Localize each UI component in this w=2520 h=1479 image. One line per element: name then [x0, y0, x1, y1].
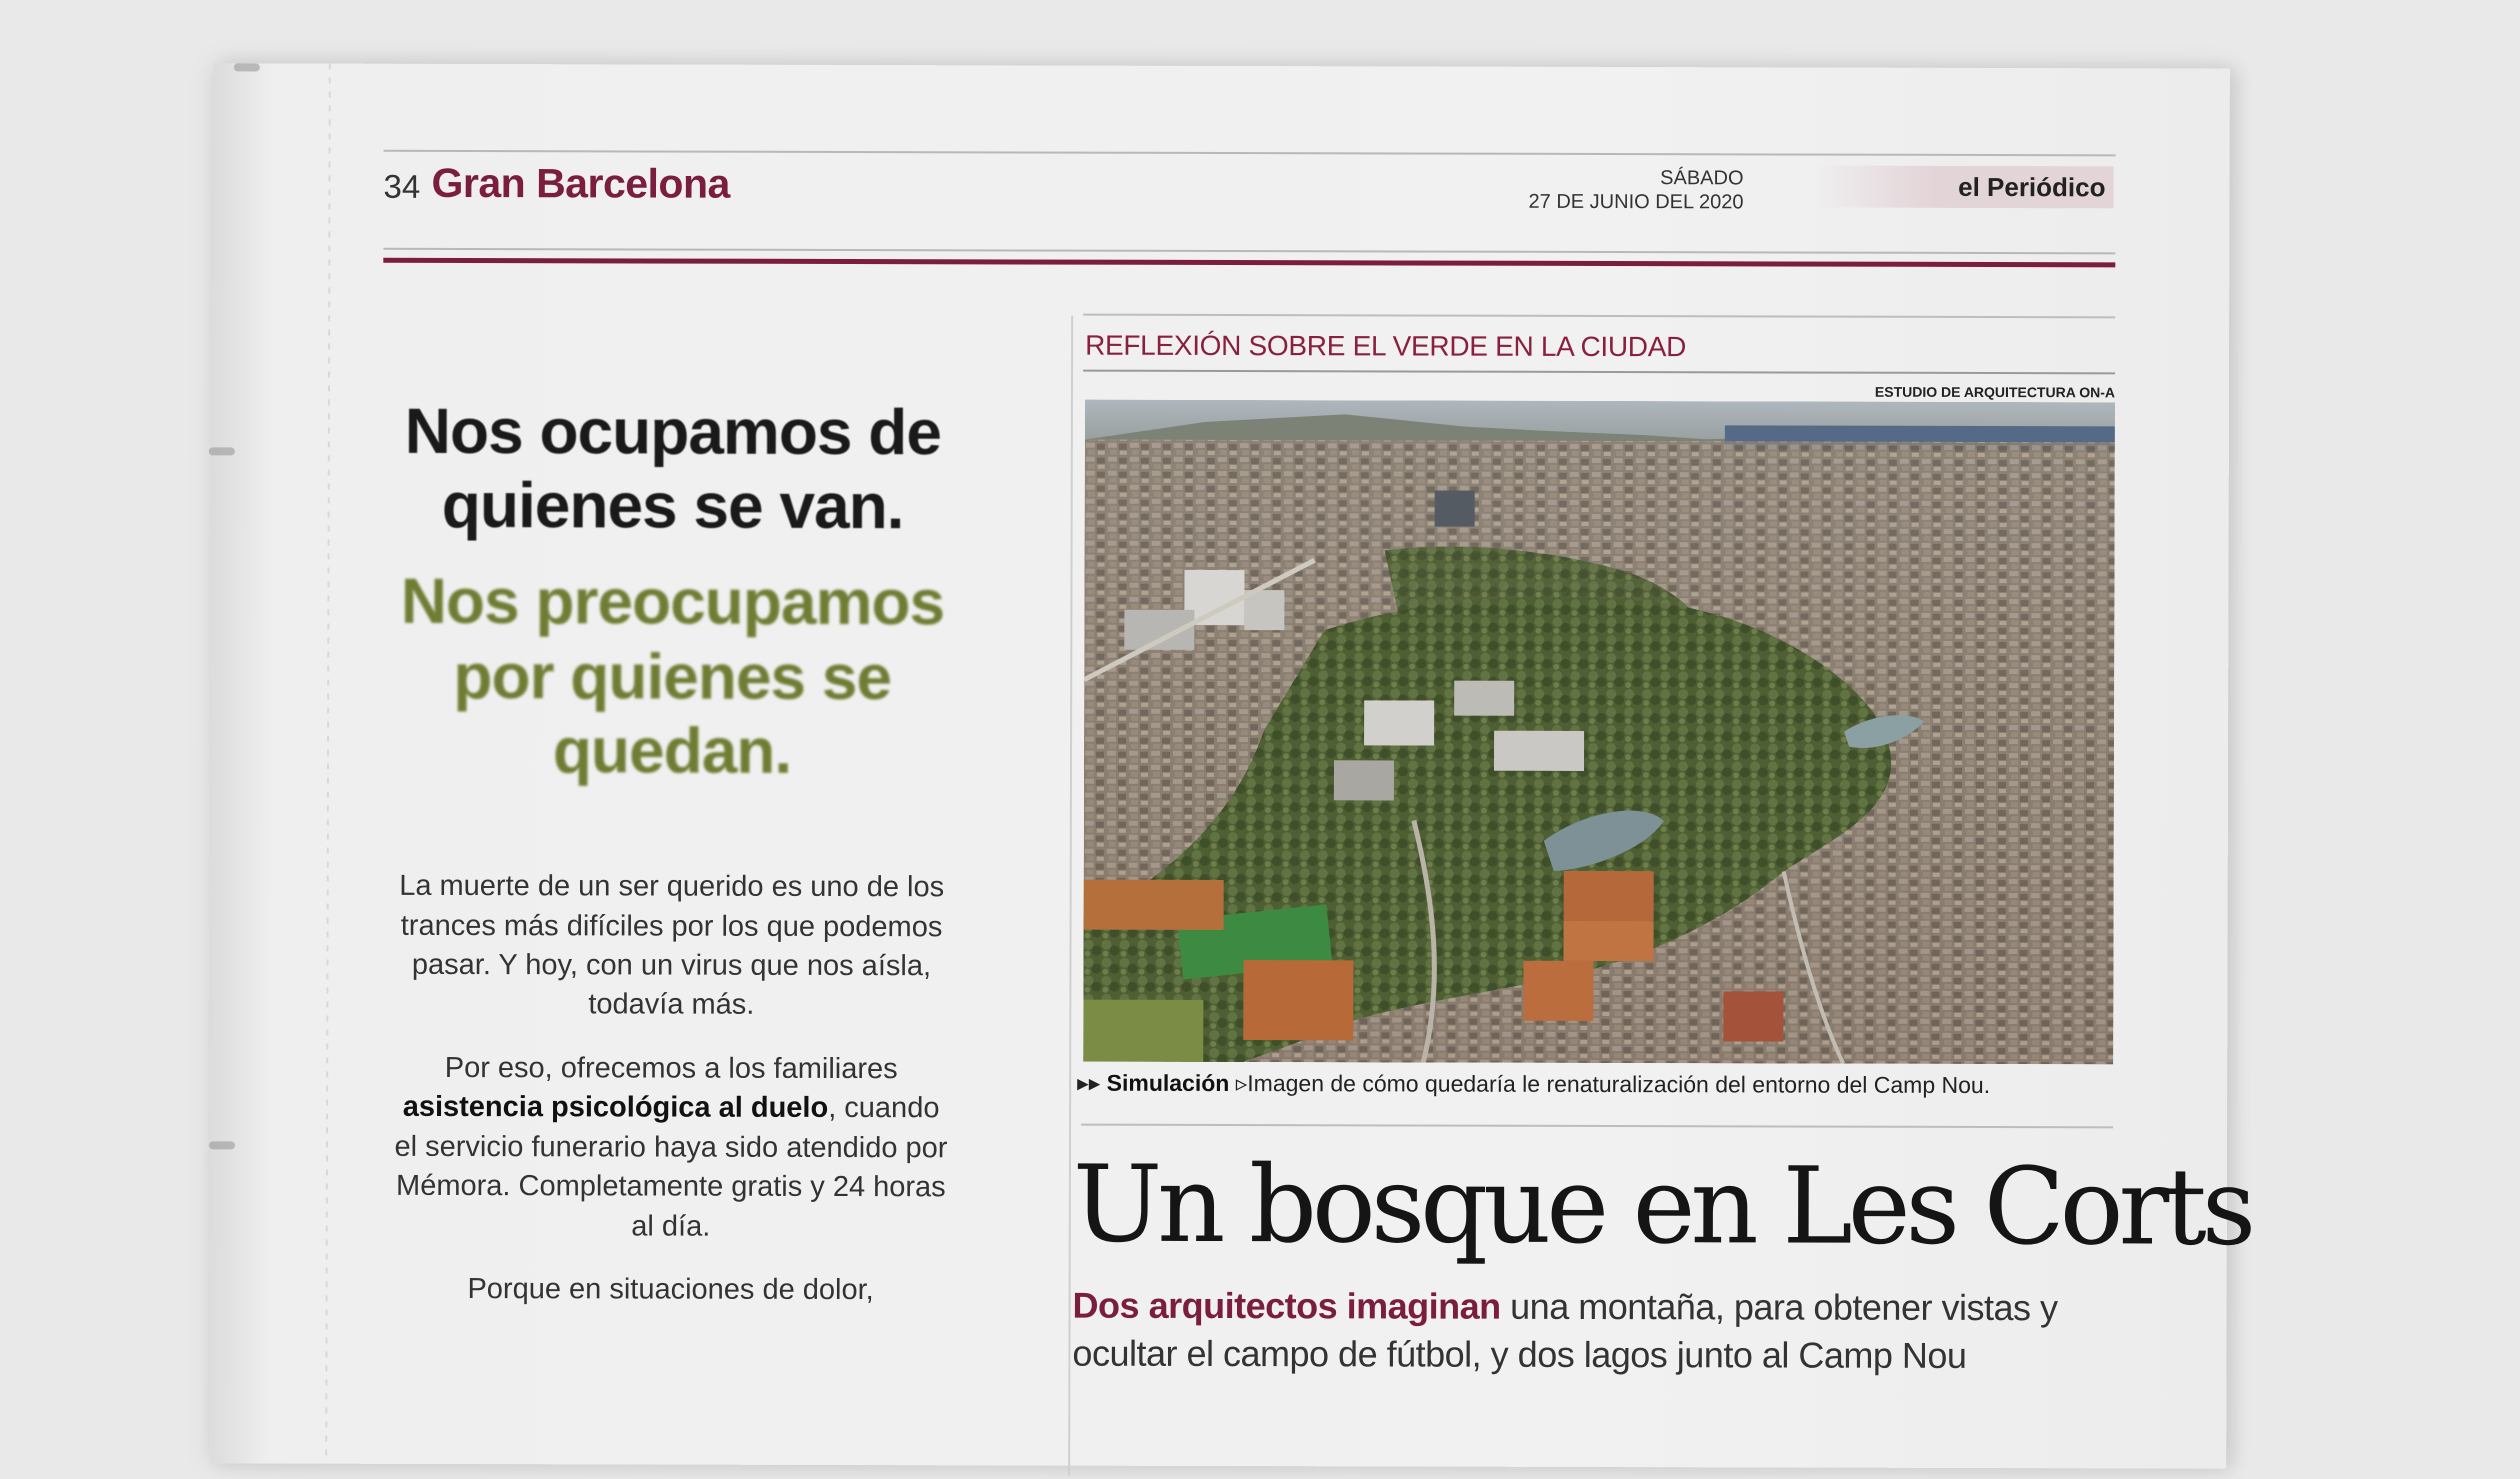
caption-separator: ▹: [1235, 1070, 1248, 1097]
article-kicker: REFLEXIÓN SOBRE EL VERDE EN LA CIUDAD: [1085, 329, 1687, 363]
article-headline: Un bosque en Les Corts: [1072, 1142, 2252, 1269]
issue-date: 27 DE JUNIO DEL 2020: [1528, 190, 1744, 214]
ad-paragraph: [391, 1049, 952, 1248]
subhead-highlight: Dos arquitectos imaginan: [1072, 1284, 1501, 1327]
masthead-logo: el Periódico: [1958, 171, 2106, 203]
ad-text: Por eso, ofrecemos a los familiares: [444, 1051, 898, 1086]
staple-mark: [234, 63, 260, 71]
subhead-text: una montaña, para obtener vistas y ocultar el campo de fútbol, y dos lagos junto al Camp Nou: [1072, 1285, 2058, 1376]
section-title: Gran Barcelona: [431, 159, 730, 207]
aerial-photo: [1083, 400, 2115, 1065]
ad-text: , cuando el servicio funerario haya sido atendido por Mémora. Completamente gratis y 24 horas al día.: [394, 1092, 948, 1243]
ad-body: [371, 867, 972, 1311]
ad-paragraph: La muerte de un ser querido es uno de los trances más difíciles por los que podemos pasar. Y hoy, con un virus que nos aísla, todavía más.: [399, 870, 945, 1022]
ad-subheadline: Nos preocupamos por quienes se quedan.: [400, 565, 945, 787]
page-number: 34: [383, 167, 421, 205]
kicker-top-rule: [1083, 314, 2115, 319]
staple-mark: [209, 1141, 235, 1149]
photo-credit: ESTUDIO DE ARQUITECTURA ON-A: [1874, 383, 2116, 401]
funeral-ad: [371, 394, 973, 1335]
caption-marker: ▸▸: [1077, 1069, 1101, 1096]
issue-day: SÁBADO: [1660, 167, 1744, 190]
caption-label: Simulación: [1106, 1069, 1230, 1097]
caption-bottom-rule: [1081, 1124, 2113, 1129]
article-subhead: [1072, 1282, 2132, 1381]
ad-paragraph: Porque en situaciones de dolor,: [467, 1273, 874, 1307]
ad-emphasis: asistencia psicológica al duelo: [402, 1091, 829, 1125]
newspaper-page: [210, 63, 2252, 1468]
photo-caption: [1077, 1070, 2117, 1100]
ad-headline: Nos ocupamos de quienes se van.: [404, 394, 942, 543]
header-top-rule: [384, 150, 2116, 157]
masthead-badge: [1813, 166, 2113, 209]
aerial-city-illustration: [1083, 400, 2115, 1065]
section-accent-rule: [383, 258, 2115, 268]
header-bottom-rule: [383, 248, 2115, 255]
caption-text: Imagen de cómo quedaría le renaturalización del entorno del Camp Nou.: [1247, 1070, 1991, 1099]
kicker-bottom-rule: [1083, 370, 2115, 375]
